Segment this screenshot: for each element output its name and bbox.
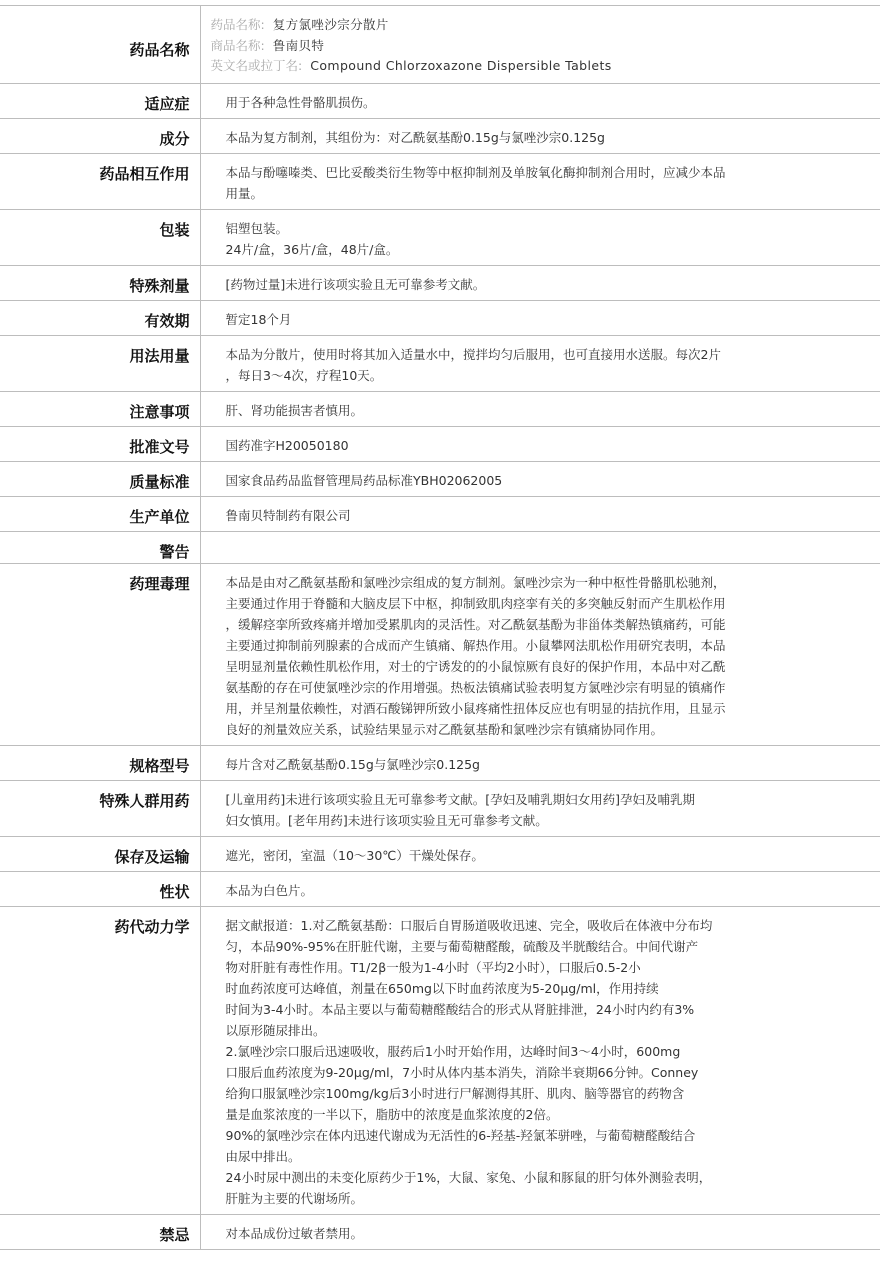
pharmacokinetics-label: 药代动力学 — [0, 907, 200, 1215]
row-drug-names — [0, 6, 880, 84]
text-line: 铝塑包装。 — [225, 221, 289, 236]
generic-name-label: 药品名称: — [210, 17, 265, 32]
row-packaging — [0, 210, 880, 266]
text-line: 24片/盒，36片/盒，48片/盒。 — [225, 242, 399, 257]
row-pharmacology-toxicology — [0, 564, 880, 746]
indications-value — [200, 84, 880, 119]
manufacturer-value — [200, 497, 880, 532]
row-indications — [0, 84, 880, 119]
text-line: 呈明显剂量依赖性肌松作用，对士的宁诱发的的小鼠惊厥有良好的保护作用，本品中对乙酰 — [225, 659, 726, 674]
text-line: 用，并呈剂量依赖性，对酒石酸锑钾所致小鼠疼痛性扭体反应也有明显的拮抗作用，且显示 — [225, 701, 726, 716]
expiry-value — [200, 301, 880, 336]
text-line: ，每日3～4次，疗程10天。 — [225, 368, 383, 383]
ingredients-value — [200, 119, 880, 154]
packaging-label: 包装 — [0, 210, 200, 266]
english-name-value: Compound Chlorzoxazone Dispersible Tablets — [310, 58, 612, 73]
text-line: 24小时尿中测出的未变化原药少于1%，大鼠、家兔、小鼠和豚鼠的肝匀体外测验表明， — [225, 1170, 712, 1185]
text-line: 本品为白色片。 — [225, 883, 314, 898]
text-line: 本品为分散片，使用时将其加入适量水中，搅拌均匀后服用，也可直接用水送服。每次2片 — [225, 347, 721, 362]
trade-name-line — [211, 36, 861, 57]
text-line: 主要通过作用于脊髓和大脑皮层下中枢，抑制致肌肉痉挛有关的多突触反射而产生肌松作用 — [225, 596, 726, 611]
row-contraindications — [0, 1215, 880, 1250]
row-label: 药品名称 — [0, 6, 200, 84]
text-line: 由尿中排出。 — [225, 1149, 301, 1164]
generic-name-line — [211, 15, 861, 36]
warnings-label: 警告 — [0, 532, 200, 564]
text-line: 匀，本品90%-95%在肝脏代谢，主要与葡萄糖醛酸，硫酸及半胱酸结合。中间代谢产 — [225, 939, 699, 954]
special-dosage-label: 特殊剂量 — [0, 266, 200, 301]
storage-transport-value — [200, 837, 880, 872]
precautions-label: 注意事项 — [0, 392, 200, 427]
row-drug-interactions — [0, 154, 880, 210]
drug-info-table — [0, 5, 880, 1250]
trade-name-label: 商品名称: — [210, 37, 265, 53]
text-line: 国药准字H20050180 — [225, 438, 349, 453]
row-pharmacokinetics — [0, 907, 880, 1215]
row-quality-standard — [0, 462, 880, 497]
row-special-dosage — [0, 266, 880, 301]
contraindications-value — [200, 1215, 880, 1250]
row-approval-number — [0, 427, 880, 462]
pharmacology-toxicology-label: 药理毒理 — [0, 564, 200, 746]
expiry-label: 有效期 — [0, 301, 200, 336]
description-value — [200, 872, 880, 907]
precautions-value — [200, 392, 880, 427]
text-line: [儿童用药]未进行该项实验且无可靠参考文献。[孕妇及哺乳期妇女用药]孕妇及哺乳期 — [225, 792, 696, 807]
packaging-value — [200, 210, 880, 266]
specification-value — [200, 746, 880, 781]
english-name-line — [211, 56, 861, 77]
row-special-populations — [0, 781, 880, 837]
pharmacokinetics-value — [200, 907, 880, 1215]
quality-standard-value — [200, 462, 880, 497]
usage-dosage-label: 用法用量 — [0, 336, 200, 392]
special-dosage-value — [200, 266, 880, 301]
text-line: 氨基酚的存在可使氯唑沙宗的作用增强。热板法镇痛试验表明复方氯唑沙宗有明显的镇痛作 — [225, 680, 726, 695]
row-warnings — [0, 532, 880, 564]
text-line: 口服后血药浓度为9-20μg/ml，7小时从体内基本消失，消除半衰期66分钟。Conney — [225, 1065, 699, 1080]
text-line: 良好的剂量效应关系，试验结果显示对乙酰氨基酚和氯唑沙宗有镇痛协同作用。 — [225, 722, 664, 737]
text-line: 本品为复方制剂，其组份为：对乙酰氨基酚0.15g与氯唑沙宗0.125g — [225, 130, 605, 145]
text-line: 物对肝脏有毒性作用。T1/2β一般为1-4小时（平均2小时），口服后0.5-2小 — [225, 960, 641, 975]
contraindications-label: 禁忌 — [0, 1215, 200, 1250]
text-line: 每片含对乙酰氨基酚0.15g与氯唑沙宗0.125g — [225, 757, 480, 772]
text-line: 据文献报道：1.对乙酰氨基酚：口服后自胃肠道吸收迅速、完全，吸收后在体液中分布均 — [225, 918, 713, 933]
text-line: 90%的氯唑沙宗在体内迅速代谢成为无活性的6-羟基-羟氯苯骈唑，与葡萄糖醛酸结合 — [225, 1128, 696, 1143]
text-line: 对本品成份过敏者禁用。 — [225, 1226, 364, 1241]
text-line: 时间为3-4小时。本品主要以与葡萄糖醛酸结合的形式从肾脏排泄，24小时内约有3% — [225, 1002, 695, 1017]
text-line: 肝、肾功能损害者慎用。 — [225, 403, 364, 418]
special-populations-label: 特殊人群用药 — [0, 781, 200, 837]
text-line: 时血药浓度可达峰值，剂量在650mg以下时血药浓度为5-20μg/ml，作用持续 — [225, 981, 659, 996]
special-populations-value — [200, 781, 880, 837]
usage-dosage-value — [200, 336, 880, 392]
text-line: 肝脏为主要的代谢场所。 — [225, 1191, 364, 1206]
text-line: 量是血浆浓度的一半以下，脂肪中的浓度是血浆浓度的2倍。 — [225, 1107, 559, 1122]
row-specification — [0, 746, 880, 781]
generic-name-value: 复方氯唑沙宗分散片 — [272, 17, 389, 32]
text-line: 本品与酚噻嗪类、巴比妥酸类衍生物等中枢抑制剂及单胺氧化酶抑制剂合用时，应减少本品 — [225, 165, 726, 180]
drug-interactions-label: 药品相互作用 — [0, 154, 200, 210]
text-line: 国家食品药品监督管理局药品标准YBH02062005 — [225, 473, 503, 488]
row-ingredients — [0, 119, 880, 154]
row-expiry — [0, 301, 880, 336]
pharmacology-toxicology-value — [200, 564, 880, 746]
description-label: 性状 — [0, 872, 200, 907]
text-line: 本品是由对乙酰氨基酚和氯唑沙宗组成的复方制剂。氯唑沙宗为一种中枢性骨骼肌松驰剂， — [225, 575, 726, 590]
ingredients-label: 成分 — [0, 119, 200, 154]
specification-label: 规格型号 — [0, 746, 200, 781]
text-line: 鲁南贝特制药有限公司 — [225, 508, 351, 523]
drug-names-cell — [200, 6, 880, 84]
indications-label: 适应症 — [0, 84, 200, 119]
approval-number-value — [200, 427, 880, 462]
english-name-label: 英文名或拉丁名: — [210, 58, 303, 73]
text-line: 妇女慎用。[老年用药]未进行该项实验且无可靠参考文献。 — [225, 813, 548, 828]
row-usage-dosage — [0, 336, 880, 392]
text-line: ，缓解痉挛所致疼痛并增加受累肌肉的灵活性。对乙酰氨基酚为非甾体类解热镇痛药，可能 — [225, 617, 726, 632]
warnings-value — [200, 532, 880, 564]
text-line: [药物过量]未进行该项实验且无可靠参考文献。 — [225, 277, 486, 292]
text-line: 给狗口服氯唑沙宗100mg/kg后3小时进行尸解测得其肝、肌肉、脑等器官的药物含 — [225, 1086, 685, 1101]
text-line: 以原形随尿排出。 — [225, 1023, 326, 1038]
text-line: 用量。 — [225, 186, 264, 201]
row-precautions — [0, 392, 880, 427]
quality-standard-label: 质量标准 — [0, 462, 200, 497]
row-storage-transport — [0, 837, 880, 872]
manufacturer-label: 生产单位 — [0, 497, 200, 532]
trade-name-value: 鲁南贝特 — [272, 37, 325, 53]
text-line: 2.氯唑沙宗口服后迅速吸收，服药后1小时开始作用，达峰时间3～4小时，600mg — [225, 1044, 681, 1059]
approval-number-label: 批准文号 — [0, 427, 200, 462]
drug-interactions-value — [200, 154, 880, 210]
text-line: 主要通过抑制前列腺素的合成而产生镇痛、解热作用。小鼠攀网法肌松作用研究表明，本品 — [225, 638, 726, 653]
row-manufacturer — [0, 497, 880, 532]
text-line: 用于各种急性骨骼肌损伤。 — [225, 95, 376, 110]
text-line: 暂定18个月 — [225, 312, 292, 327]
storage-transport-label: 保存及运输 — [0, 837, 200, 872]
row-description — [0, 872, 880, 907]
text-line: 遮光，密闭，室温（10～30℃）干燥处保存。 — [225, 848, 484, 863]
